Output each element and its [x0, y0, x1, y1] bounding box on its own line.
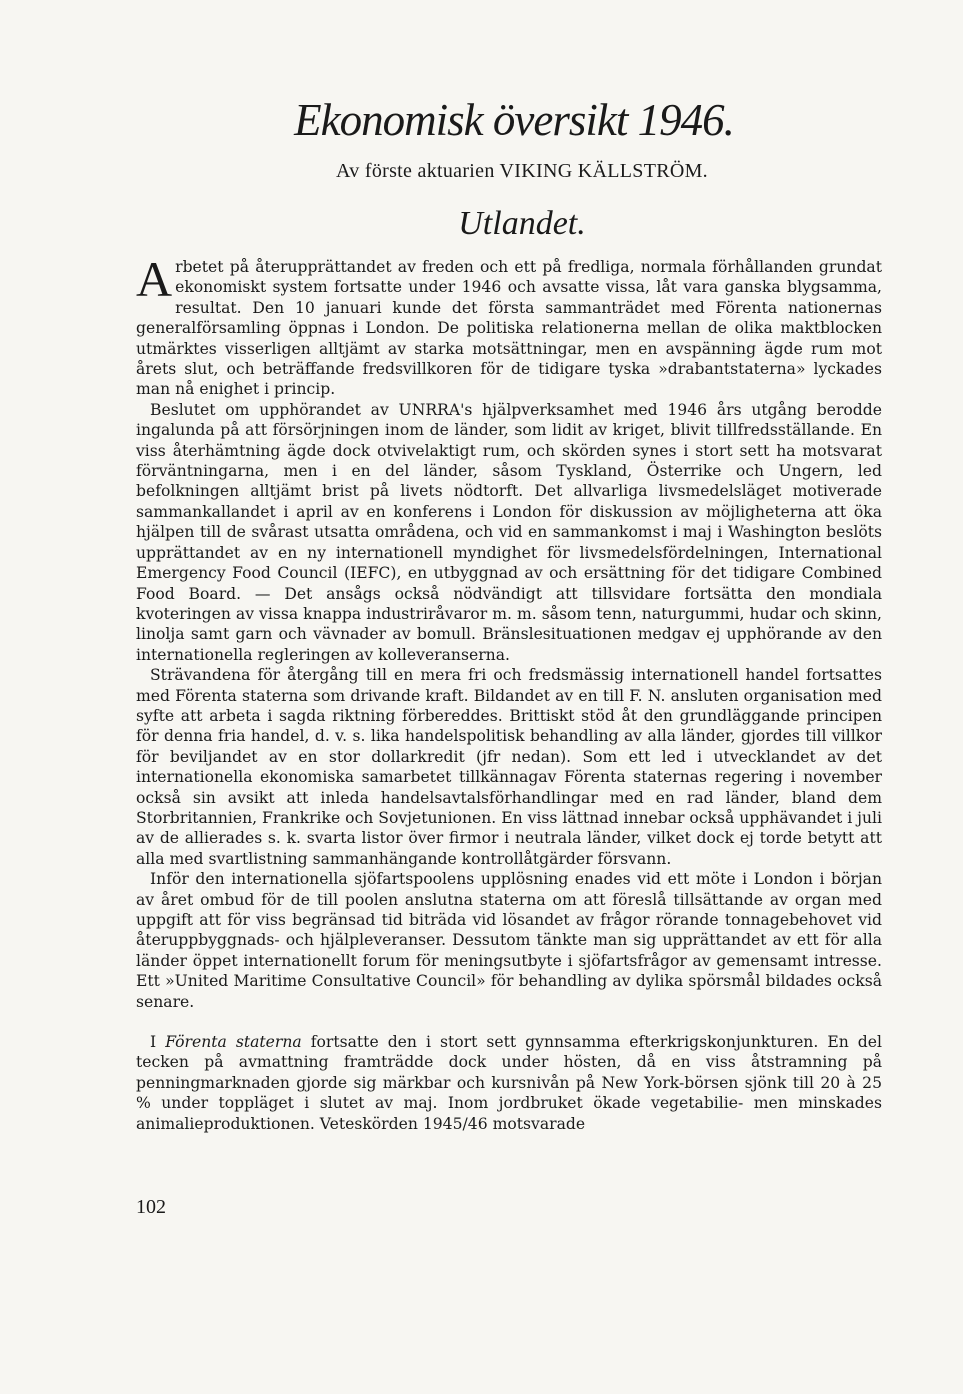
section-heading: Utlandet. — [458, 205, 586, 242]
paragraph-3: Strävandena för återgång till en mera fri och fredsmässig internationell handel fortsattes med Förenta staterna som drivande kraft. Bildandet av en till F. N. ansluten organisation med syfte att arbeta i sagda riktning förbereddes. Brittiskt stöd åt den grundläggande principen för denna fria handel, d. v. s. lika handelspolitisk behandling av alla länder, gjordes till villkor för beviljandet av en stor dollarkredit (jfr nedan). Som ett led i utvecklandet av det internationella ekonomiska samarbetet tillkännagav Förenta staternas regering i november också sin avsikt att inleda handelsavtalsförhandlingar med en rad länder, bland dem Storbritannien, Frankrike och Sovjetunionen. En viss lättnad innebar också upphävandet i juli av de allierades s. k. svarta listor över firmor i neutrala länder, vilket dock ej torde betytt att alla med svartlistning sammanhängande kontrollåtgärder försvann. — [136, 666, 882, 868]
paragraph-4: Inför den internationella sjöfartspoolens upplösning enades vid ett möte i London i början av året ombud för de till poolen anslutna staterna om att föreslå tillsättande av organ med uppgift att för viss begränsad tid biträda vid lösandet av frågor rörande tonnagebehovet vid återuppbyggnads- och hjälpleveranser. Dessutom tänkte man sig upprättandet av ett för alla länder öppet internationellt forum för meningsutbyte i sjöfartsfrågor av gemensamt intresse. Ett »United Maritime Consultative Council» för behandling av dylika spörsmål bildades också senare. — [136, 870, 882, 1011]
article-body — [136, 251, 882, 1134]
paragraph-5-italic: Förenta staterna — [165, 1033, 302, 1052]
paragraph-2: Beslutet om upphörandet av UNRRA's hjälpverksamhet med 1946 års utgång berodde ingalunda på att försörjningen inom de länder, som lidit av kriget, blivit tillfredsställande. En viss återhämtning ägde dock otvivelaktigt rum, och skörden synes i stort sett ha motsvarat förväntningarna, men i en del länder, såsom Tyskland, Österrike och Ungern, led befolkningen alltjämt brist på livets nödtorft. Det allvarliga livsmedelsläget motiverade sammankallandet i april av en konferens i London för diskussion av möjligheterna att öka hjälpen till de svårast utsatta områdena, och vid en sammankomst i maj i Washington beslöts upprättandet av en ny internationell myndighet för livsmedelsfördelningen, International Emergency Food Council (IEFC), en utbyggnad av och ersättning för det tidigare Combined Food Board. — Det ansågs också nödvändigt att tillsvidare fortsätta den mondiala kvoteringen av vissa knappa industriråvaror m. m. såsom tenn, naturgummi, hudar och skinn, linolja samt garn och vävnader av bomull. Bränslesituationen medgav ej upphörande av den internationella regleringen av kolleveranserna. — [136, 400, 882, 664]
paragraph-1 — [136, 251, 882, 400]
article-title: Ekonomisk översikt 1946. — [294, 95, 734, 145]
paragraph-1-text: rbetet på återupprättandet av freden och ett på fredliga, normala förhållanden grundat ekonomiskt system fortsatte under 1946 och avsatte vissa, låt vara ganska blygsamma, resultat. Den 10 januari kunde det första sammanträdet med Förenta nationernas generalförsamling öppnas i London. De politiska relationerna mellan de olika maktblocken utmärktes visserligen alltjämt av starka motsättningar, men en avspänning ägde rum mot årets slut, och beträffande fredsvillkoren för de tidigare tyska »drabantstaterna» lyckades man nå enighet i princip. — [136, 258, 882, 399]
paragraph-5-lead: I — [150, 1033, 166, 1052]
page-number: 102 — [136, 1196, 166, 1218]
drop-cap: A — [136, 251, 173, 307]
paragraph-5 — [136, 1032, 882, 1134]
paragraph-5-text: fortsatte den i stort sett gynnsamma efterkrigskonjunkturen. En del tecken på avmattning framträdde dock under hösten, då en viss åtstramning på penningmarknaden gjorde sig märkbar och kursnivån på New York-börsen sjönk till 20 à 25 % under toppläget i slutet av maj. Inom jordbruket ökade vegetabilie- men minskades animalieproduktionen. Veteskörden 1945/46 motsvarade — [136, 1033, 882, 1133]
author-line: Av förste aktuarien VIKING KÄLLSTRÖM. — [336, 160, 708, 182]
